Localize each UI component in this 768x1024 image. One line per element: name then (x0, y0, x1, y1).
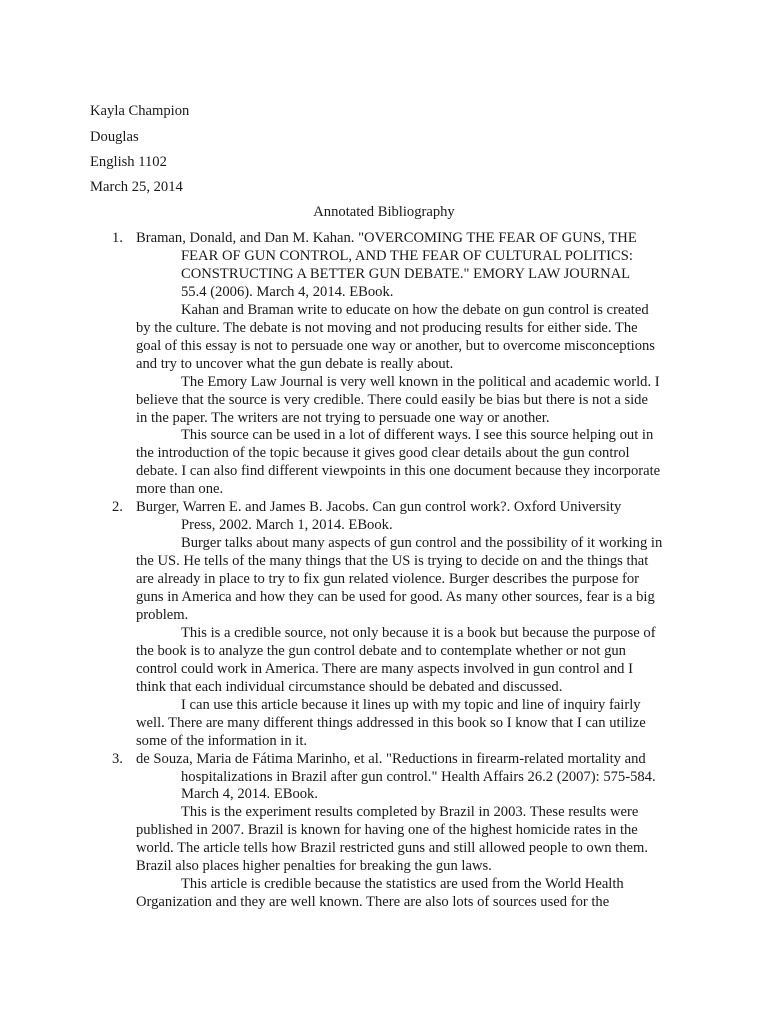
entry-number: 2. (112, 499, 123, 516)
annotation-line: the US. He tells of the many things that the US is trying to decide on and the things that (136, 553, 649, 570)
citation-line: CONSTRUCTING A BETTER GUN DEBATE." EMORY LAW JOURNAL (181, 265, 631, 282)
annotation-line: debate. I can also find different viewpoints in this one document because they incorporate (136, 463, 661, 480)
annotation-line: guns in America and how they can be used for good. As many other sources, fear is a big (136, 589, 655, 605)
citation-line: March 4, 2014. EBook. (181, 786, 319, 803)
annotation-line: well. There are many different things addressed in this book so I know that I can utilize (136, 714, 646, 731)
annotation-line: This is a credible source, not only because it is a book but because the purpose of (181, 624, 656, 641)
annotation-line: think that each individual circumstance should be debated and discussed. (136, 678, 563, 695)
annotation-line: the book is to analyze the gun control debate and to contemplate whether or not gun (136, 642, 626, 659)
course-name: English 1102 (90, 154, 167, 170)
annotation-line: This source can be used in a lot of different ways. I see this source helping out in (181, 427, 654, 444)
annotation-line: Brazil also places higher penalties for breaking the gun laws. (136, 858, 492, 875)
annotation-line: Kahan and Braman write to educate on how the debate on gun control is created (181, 301, 649, 318)
citation-line: Braman, Donald, and Dan M. Kahan. "OVERCOMING THE FEAR OF GUNS, THE (136, 230, 637, 246)
annotation-line: believe that the source is very credible. There could easily be bias but there is not a side (136, 391, 648, 408)
annotation-line: problem. (136, 606, 189, 623)
citation-line: Burger, Warren E. and James B. Jacobs. Can gun control work?. Oxford University (136, 499, 622, 516)
entry-number: 1. (112, 230, 123, 246)
annotation-line: goal of this essay is not to persuade one way or another, but to overcome misconceptions (136, 337, 655, 354)
citation-line: Press, 2002. March 1, 2014. EBook. (181, 517, 393, 534)
document-date: March 25, 2014 (90, 179, 183, 195)
annotation-line: in the paper. The writers are not trying to persuade one way or another. (136, 409, 550, 426)
annotation-line: I can use this article because it lines up with my topic and line of inquiry fairly (181, 696, 641, 713)
author-name: Kayla Champion (90, 103, 190, 119)
citation-line: hospitalizations in Brazil after gun control." Health Affairs 26.2 (2007): 575-584. (181, 768, 656, 785)
annotation-line: world. The article tells how Brazil restricted guns and still allowed people to own them. (136, 840, 649, 857)
annotation-line: more than one. (136, 481, 224, 498)
annotation-line: and try to uncover what the gun debate is really about. (136, 355, 454, 372)
citation-line: FEAR OF GUN CONTROL, AND THE FEAR OF CULTURAL POLITICS: (181, 247, 633, 264)
citation-line: de Souza, Maria de Fátima Marinho, et al. "Reductions in firearm-related mortality and (136, 750, 646, 767)
annotation-line: by the culture. The debate is not moving and not producing results for either side. The (136, 319, 638, 336)
annotation-line: The Emory Law Journal is very well known in the political and academic world. I (181, 373, 660, 390)
annotation-line: This is the experiment results completed by Brazil in 2003. These results were (181, 804, 639, 821)
annotation-line: are already in place to try to fix gun related violence. Burger describes the purpose for (136, 571, 640, 588)
annotation-line: Organization and they are well known. There are also lots of sources used for the (136, 894, 610, 911)
annotation-line: some of the information in it. (136, 732, 308, 749)
annotation-line: Burger talks about many aspects of gun control and the possibility of it working in (181, 535, 663, 552)
citation-line: 55.4 (2006). March 4, 2014. EBook. (181, 283, 394, 300)
entry-number: 3. (112, 750, 123, 767)
annotation-line: control could work in America. There are many aspects involved in gun control and I (136, 660, 633, 677)
annotation-line: This article is credible because the statistics are used from the World Health (181, 876, 624, 893)
annotation-line: the introduction of the topic because it gives good clear details about the gun control (136, 445, 630, 462)
annotation-line: published in 2007. Brazil is known for having one of the highest homicide rates in the (136, 822, 638, 839)
instructor-name: Douglas (90, 129, 139, 145)
document-title: Annotated Bibliography (313, 204, 455, 220)
